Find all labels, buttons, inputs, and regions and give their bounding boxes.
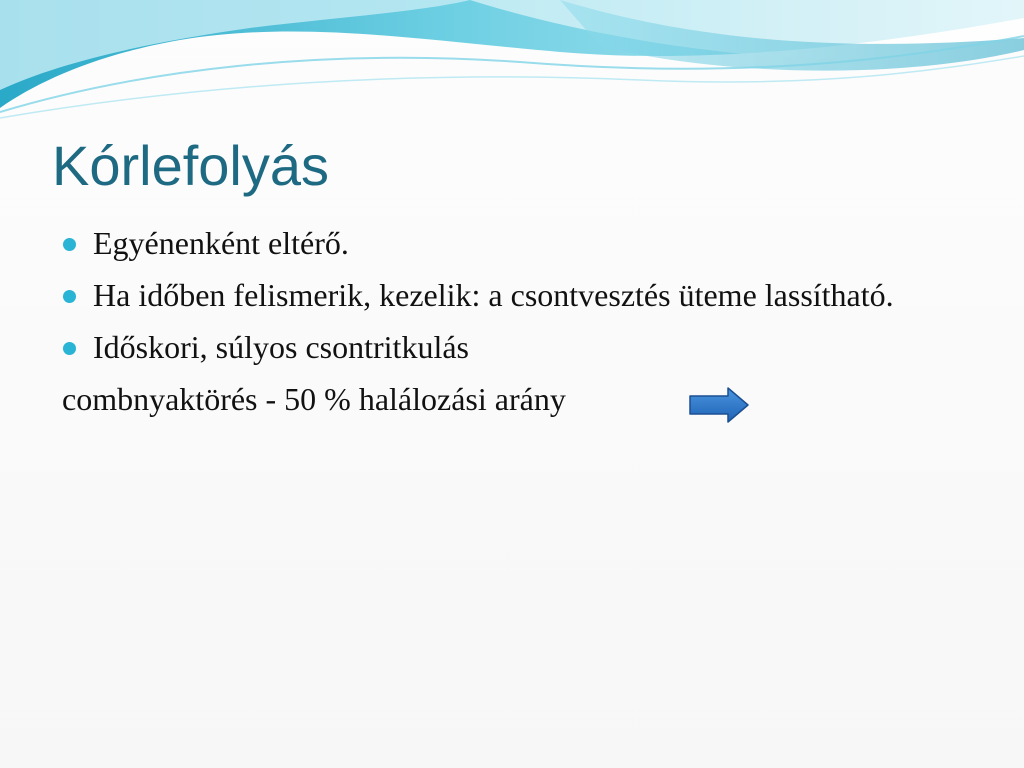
bullet-item [62, 222, 962, 265]
bullet-text: Ha időben felismerik, kezelik: a csontvesztés üteme lassítható. [93, 277, 894, 313]
bullet-dot-icon [63, 290, 76, 303]
bullet-text: Időskori, súlyos csontritkulás [93, 329, 469, 365]
bullet-item [62, 326, 962, 369]
bullet-dot-icon [63, 342, 76, 355]
bullet-dot-icon [63, 238, 76, 251]
right-arrow-icon [688, 386, 750, 424]
bullet-list [62, 222, 962, 369]
slide-title: Kórlefolyás [52, 134, 330, 197]
continuation-line: combnyaktörés - 50 % halálozási arány [62, 381, 566, 417]
header-wave-decoration [0, 0, 1024, 120]
slide-body [62, 222, 962, 421]
bullet-text: Egyénenként eltérő. [93, 225, 349, 261]
bullet-item [62, 274, 962, 317]
